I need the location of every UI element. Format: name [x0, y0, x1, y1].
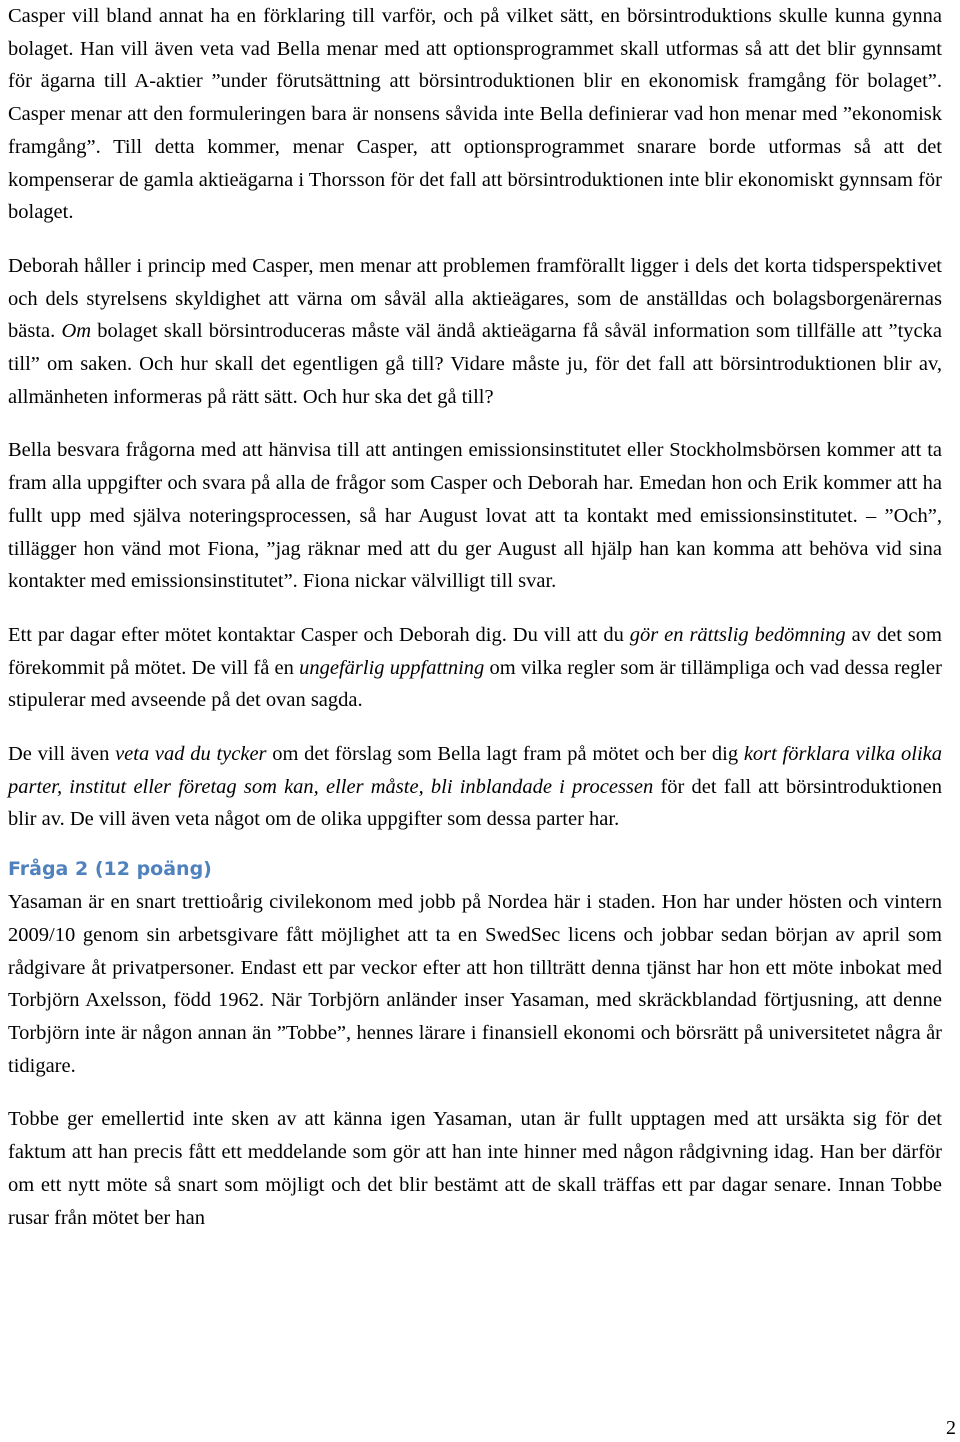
- question-heading: Fråga 2 (12 poäng): [8, 858, 212, 881]
- page-number: 2: [946, 1417, 956, 1439]
- italic-text: ungefärlig uppfattning: [299, 656, 485, 679]
- italic-text: veta vad du tycker: [115, 743, 267, 766]
- text-segment: Deborah håller i princip med Casper, men menar att problemen framförallt ligger i dels det korta tidsperspektivet och dels styrelsens skyldighet att värna om såväl alla aktieägares, som de anställdas och bolagsborgenärernas bästa.: [8, 254, 942, 343]
- text-segment: för det fall att börsintroduktionen blir av. De vill även veta något om de olika uppgifter som dessa parter har.: [8, 775, 942, 831]
- text-segment: Ett par dagar efter mötet kontaktar Casper och Deborah dig. Du vill att du: [8, 623, 630, 646]
- italic-text: Om: [61, 320, 92, 343]
- italic-text: kort förklara vilka olika parter, institut eller företag som kan, eller måste, bli inblandade i processen: [8, 743, 943, 798]
- paragraph-bella-answer: Bella besvara frågorna med att hänvisa till att antingen emissionsinstitutet eller Stockholmsbörsen kommer att ta fram alla uppgifter och svara på alla de frågor som Casper och Deborah har. Emedan hon och Erik kommer att ha fullt upp med själva noteringsprocessen, så har August lovat att ta kontakt med emissionsinstitutet. – ”Och”, tillägger hon vänd mot Fiona, ”jag räknar med att du ger August all hjälp han kan komma att behöva vid sina kontakter med emissionsinstitutet”. Fiona nickar välvilligt till svar.: [8, 439, 942, 593]
- italic-text: gör en rättslig bedömning: [629, 623, 846, 646]
- text-segment: av det som förekommit på mötet. De vill få en: [8, 623, 942, 679]
- paragraph-deborah-opinion: [8, 250, 942, 414]
- paragraph-task-opinion: [8, 738, 942, 836]
- paragraph-yasaman-intro: Yasaman är en snart trettioårig civilekonom med jobb på Nordea här i staden. Hon har under hösten och vintern 2009/10 genom sin arbetsgivare fått möjlighet att ta en SwedSec licens och jobbar sedan början av april som rådgivare åt privatpersoner. Endast ett par veckor efter att hon tillträtt denna tjänst har hon ett möte inbokat med Torbjörn Axelsson, född 1962. När Torbjörn anländer inser Yasaman, med skräckblandad förtjusning, att denne Torbjörn inte är någon annan än ”Tobbe”, hennes lärare i finansiell ekonomi och börsrätt på universitetet några år tidigare.: [8, 891, 942, 1077]
- text-segment: om det förslag som Bella lagt fram på mötet och ber dig: [266, 743, 744, 766]
- text-segment: om vilka regler som är tillämpliga och vad dessa regler stipulerar med avseende på det ovan sagda.: [8, 656, 942, 712]
- paragraph-casper-explanation: Casper vill bland annat ha en förklaring till varför, och på vilket sätt, en börsintroduktions skulle kunna gynna bolaget. Han vill även veta vad Bella menar med att optionsprogrammet skall utformas så att det blir gynnsamt för ägarna till A-aktier ”under förutsättning att börsintroduktionen blir en ekonomisk framgång för bolaget”. Casper menar att den formuleringen bara är nonsens såvida inte Bella definierar vad hon menar med ”ekonomisk framgång”. Till detta kommer, menar Casper, att optionsprogrammet snarare borde utformas så att det kompenserar de gamla aktieägarna i Thorsson för det fall att börsintroduktionen inte blir ekonomiskt gynnsam för bolaget.: [8, 5, 942, 224]
- document-page: [8, 0, 942, 1234]
- text-segment: bolaget skall börsintroduceras måste väl ändå aktieägarna få såväl information som tillfälle att ”tycka till” om saken. Och hur skall det egentligen gå till? Vidare måste ju, för det fall att börsintroduktionen blir av, allmänheten informeras på rätt sätt. Och hur ska det gå till?: [8, 320, 942, 408]
- text-segment: De vill även: [8, 743, 116, 766]
- paragraph-tobbe-meeting: Tobbe ger emellertid inte sken av att känna igen Yasaman, utan är fullt upptagen med att ursäkta sig för det faktum att han precis fått ett meddelande som gör att han inte hinner med någon rådgivning idag. Han ber därför om ett nytt möte så snart som möjligt och det blir bestämt att de skall träffas ett par dagar senare. Innan Tobbe rusar från mötet ber han: [8, 1108, 942, 1229]
- paragraph-task-assessment: [8, 619, 942, 717]
